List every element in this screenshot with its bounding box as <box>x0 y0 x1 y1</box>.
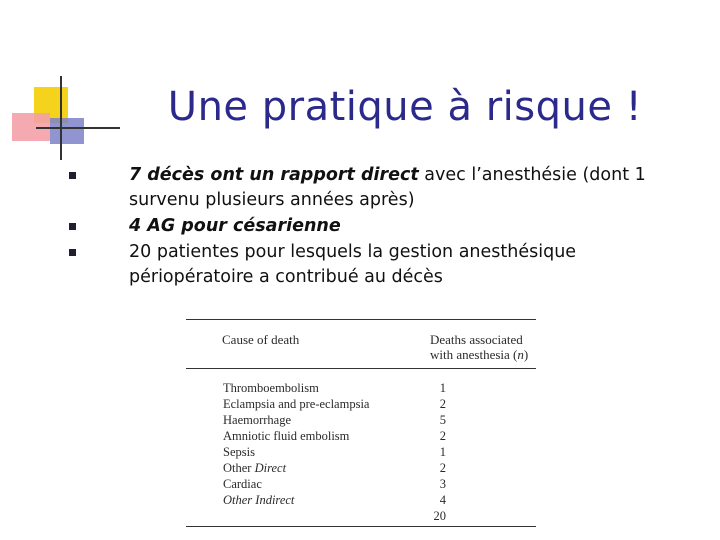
header-cause: Cause of death <box>222 332 300 347</box>
table-row <box>186 461 536 477</box>
cell-deaths: 1 <box>439 445 446 459</box>
bullet-list <box>65 163 695 291</box>
cell-cause: Amniotic fluid embolism <box>223 429 350 443</box>
header-deaths-n: n <box>517 347 524 362</box>
cell-deaths: 2 <box>439 397 446 411</box>
cell-deaths: 2 <box>439 429 446 443</box>
cause-of-death-table <box>186 319 536 527</box>
bullet-text: 20 patientes pour lesquels la gestion anesthésique périopératoire a contribué au décès <box>129 242 577 287</box>
cell-deaths: 2 <box>439 461 446 475</box>
table-bottom-rule <box>186 526 536 527</box>
cell-deaths: 5 <box>439 413 446 427</box>
bullet-item <box>65 214 695 239</box>
cell-cause: Other Direct <box>223 461 287 475</box>
table-row <box>186 493 536 509</box>
bullet-square-icon <box>69 172 76 179</box>
table-row <box>186 429 536 445</box>
header-deaths <box>430 332 528 362</box>
cell-deaths: 4 <box>439 493 446 507</box>
bullet-bold-text: 7 décès ont un rapport direct <box>129 165 419 185</box>
header-deaths-close: ) <box>523 347 529 362</box>
table-row <box>186 381 536 397</box>
table-header-rule <box>186 368 536 369</box>
cell-cause: Other Indirect <box>223 493 295 507</box>
table-row <box>186 413 536 429</box>
cell-cause: Sepsis <box>223 445 255 459</box>
slide-title: Une pratique à risque ! <box>167 84 643 130</box>
cell-deaths-total: 20 <box>433 509 446 523</box>
bullet-item <box>65 163 695 213</box>
table-row <box>186 397 536 413</box>
table-header <box>186 320 536 368</box>
bullet-square-icon <box>69 223 76 230</box>
bullet-text: avec l’anesthésie (dont 1 survenu plusieurs années après) <box>129 165 646 210</box>
bullet-bold-text: 4 AG pour césarienne <box>129 216 341 236</box>
logo-vertical-line <box>60 76 62 160</box>
logo-blue-square <box>50 118 84 144</box>
table-body <box>186 381 536 526</box>
cell-cause: Thromboembolism <box>223 381 319 395</box>
bullet-item <box>65 240 695 290</box>
cell-deaths: 1 <box>439 381 446 395</box>
cell-deaths: 3 <box>439 477 446 491</box>
cell-cause: Cardiac <box>223 477 262 491</box>
header-deaths-line2 <box>430 347 528 362</box>
header-deaths-text: with anesthesia ( <box>430 347 518 362</box>
table-row <box>186 445 536 461</box>
table-row <box>186 477 536 493</box>
header-deaths-line1: Deaths associated <box>430 332 523 347</box>
cell-cause: Eclampsia and pre-eclampsia <box>223 397 370 411</box>
cell-cause: Haemorrhage <box>223 413 292 427</box>
bullet-square-icon <box>69 249 76 256</box>
table-row-total <box>186 509 536 525</box>
